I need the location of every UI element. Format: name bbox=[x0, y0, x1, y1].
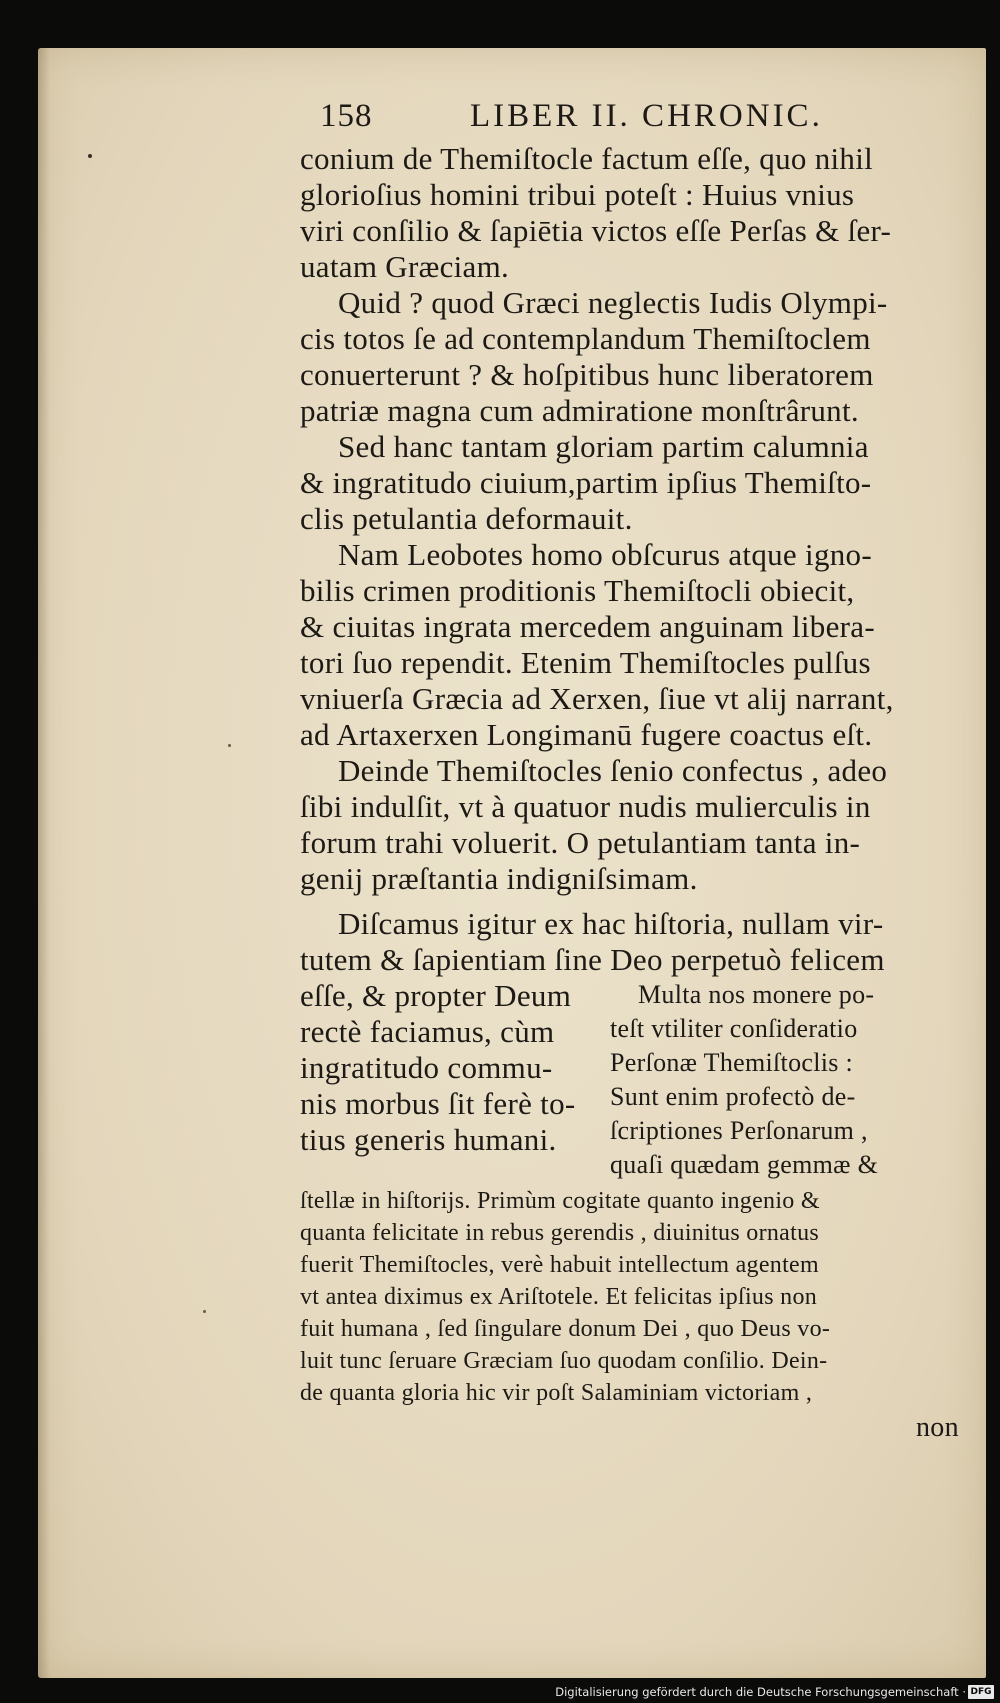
body-line: patriæ magna cum admiratione monſtrârunt. bbox=[300, 393, 859, 428]
body-line: cis totos ſe ad contemplandum Themiſtoclem bbox=[300, 321, 871, 356]
body-line-left: nis morbus ſit ferè to- bbox=[300, 1086, 576, 1121]
digitization-footer bbox=[0, 1683, 1000, 1703]
margin-note-line: Perſonæ Themiſtoclis : bbox=[610, 1048, 853, 1077]
body-line-left: tius generis humani. bbox=[300, 1122, 557, 1157]
ink-speck bbox=[203, 1310, 206, 1313]
body-line: Sed hanc tantam gloriam partim calumnia bbox=[338, 429, 869, 464]
body-line: forum trahi voluerit. O petulantiam tanta in- bbox=[300, 825, 861, 860]
footer-credit: Digitalisierung gefördert durch die Deutsche Forschungsgemeinschaft · bbox=[555, 1685, 966, 1699]
body-line: conium de Themiſtocle factum eſſe, quo nihil bbox=[300, 141, 874, 176]
note-line: vt antea diximus ex Ariſtotele. Et felicitas ipſius non bbox=[300, 1284, 818, 1310]
note-line: fuit humana , ſed ſingulare donum Dei , quo Deus vo- bbox=[300, 1316, 831, 1342]
body-line: & ingratitudo ciuium,partim ipſius Themiſto- bbox=[300, 465, 872, 500]
body-line: vniuerſa Græcia ad Xerxen, ſiue vt alij narrant, bbox=[300, 681, 894, 716]
body-line: ſibi indulſit, vt à quatuor nudis mulierculis in bbox=[300, 789, 871, 824]
margin-note-line: quaſi quædam gemmæ & bbox=[610, 1150, 879, 1179]
body-line: conuerterunt ? & hoſpitibus hunc liberatorem bbox=[300, 357, 874, 392]
body-line: ad Artaxerxen Longimanū fugere coactus eſt. bbox=[300, 717, 873, 752]
note-line: quanta felicitate in rebus gerendis , diuinitus ornatus bbox=[300, 1220, 820, 1246]
body-line: & ciuitas ingrata mercedem anguinam libera- bbox=[300, 609, 875, 644]
body-line: Diſcamus igitur ex hac hiſtoria, nullam vir- bbox=[338, 906, 884, 941]
note-line: ſtellæ in hiſtorijs. Primùm cogitate quanto ingenio & bbox=[300, 1188, 820, 1214]
body-line: Nam Leobotes homo obſcurus atque igno- bbox=[338, 537, 872, 572]
note-line: luit tunc ſeruare Græciam ſuo quodam conſilio. Dein- bbox=[300, 1348, 828, 1374]
catchword: non bbox=[916, 1412, 959, 1443]
margin-note-line: Multa nos monere po- bbox=[638, 980, 875, 1009]
body-line: genij præſtantia indigniſsimam. bbox=[300, 861, 698, 896]
body-line: tori ſuo rependit. Etenim Themiſtocles pulſus bbox=[300, 645, 871, 680]
body-line: bilis crimen proditionis Themiſtocli obiecit, bbox=[300, 573, 855, 608]
body-line-left: eſſe, & propter Deum bbox=[300, 978, 572, 1013]
book-page bbox=[38, 48, 986, 1678]
body-line: Deinde Themiſtocles ſenio confectus , adeo bbox=[338, 753, 888, 788]
body-line-left: ingratitudo commu- bbox=[300, 1050, 553, 1085]
body-line: uatam Græciam. bbox=[300, 249, 510, 284]
margin-note-line: Sunt enim profectò de- bbox=[610, 1082, 856, 1111]
note-line: de quanta gloria hic vir poſt Salaminiam victoriam , bbox=[300, 1380, 813, 1406]
page-spine-shadow bbox=[38, 48, 50, 1678]
margin-note-line: teſt vtiliter conſideratio bbox=[610, 1014, 858, 1043]
note-line: fuerit Themiſtocles, verè habuit intellectum agentem bbox=[300, 1252, 819, 1278]
body-line: tutem & ſapientiam ſine Deo perpetuò felicem bbox=[300, 942, 885, 977]
margin-note-line: ſcriptiones Perſonarum , bbox=[610, 1116, 868, 1145]
body-line: Quid ? quod Græci neglectis Iudis Olympi- bbox=[338, 285, 888, 320]
page-number: 158 bbox=[320, 98, 373, 134]
running-head: LIBER II. CHRONIC. bbox=[470, 98, 823, 134]
body-line: viri conſilio & ſapiētia victos eſſe Perſas & ſer- bbox=[300, 213, 892, 248]
dfg-logo: DFG bbox=[968, 1685, 994, 1699]
body-line: glorioſius homini tribui poteſt : Huius vnius bbox=[300, 177, 855, 212]
ink-speck bbox=[88, 154, 92, 158]
body-line: clis petulantia deformauit. bbox=[300, 501, 633, 536]
body-line-left: rectè faciamus, cùm bbox=[300, 1014, 555, 1049]
ink-speck bbox=[228, 744, 231, 747]
